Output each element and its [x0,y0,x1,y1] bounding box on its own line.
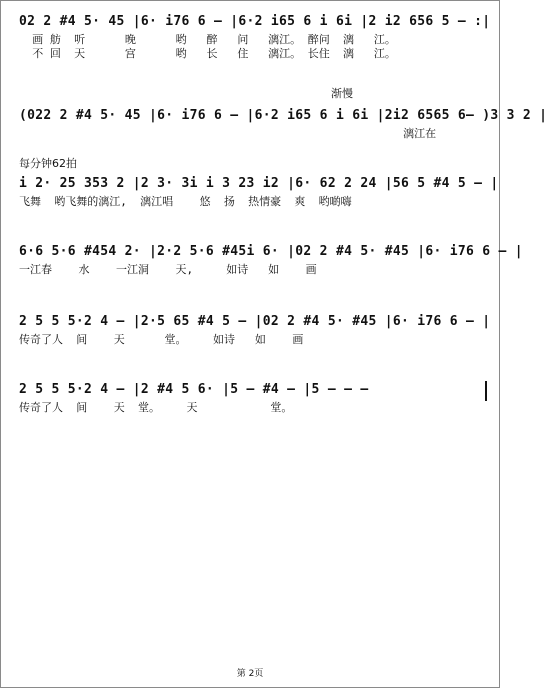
lyric-line: 传奇了人 间 天 堂。 天 堂。 [19,401,293,414]
final-barline [485,381,487,401]
lyric-line: 一江春 水 一江洞 天, 如诗 如 画 [19,263,317,276]
tempo-annotation: 渐慢 [331,87,353,100]
lyric-line: 传奇了人 间 天 堂。 如诗 如 画 [19,333,304,346]
staff-system-4 [19,241,523,277]
notation-line: i 2· 25 353 2 |2 3· 3i i 3 23 i2 |6· 62 2 24 |56 5 #4 5 – | [19,176,499,191]
page-number: 第 2页 [236,669,264,679]
lyric-line: 飞舞 哟飞舞的漓江, 漓江唱 悠 扬 热情豪 爽 哟啲嗨 [19,195,352,208]
staff-system-2 [19,105,547,141]
staff-system-6 [19,379,481,415]
notation-line: (022 2 #4 5· 45 |6· i76 6 – |6·2 i65 6 i 6i |2i2 6565 6– )3 3 2 | [19,108,547,123]
notation-line: 2 5 5 5·2 4 – |2·5 65 #4 5 – |02 2 #4 5· #45 |6· i76 6 – | [19,314,491,329]
notation-line: 2 5 5 5·2 4 – |2 #4 5 6· |5 – #4 – |5 – – – [19,382,369,397]
notation-line: 02 2 #4 5· 45 |6· i76 6 – |6·2 i65 6 i 6i |2 i2 656 5 – :| [19,14,491,29]
lyric-line: 画 舫 听 晚 哟 醉 问 漓江。 醉问 漓 江。 [19,33,396,46]
staff-system-1 [19,11,491,61]
tempo-annotation: 每分钟62拍 [19,157,77,170]
staff-system-3 [19,173,499,209]
lyric-line: 漓江在 [19,127,437,140]
lyric-line: 不 回 天 宫 哟 长 住 漓江。 长住 漓 江。 [19,47,396,60]
staff-system-5 [19,311,491,347]
notation-line: 6·6 5·6 #454 2· |2·2 5·6 #45i 6· |02 2 #4 5· #45 |6· i76 6 – | [19,244,523,259]
